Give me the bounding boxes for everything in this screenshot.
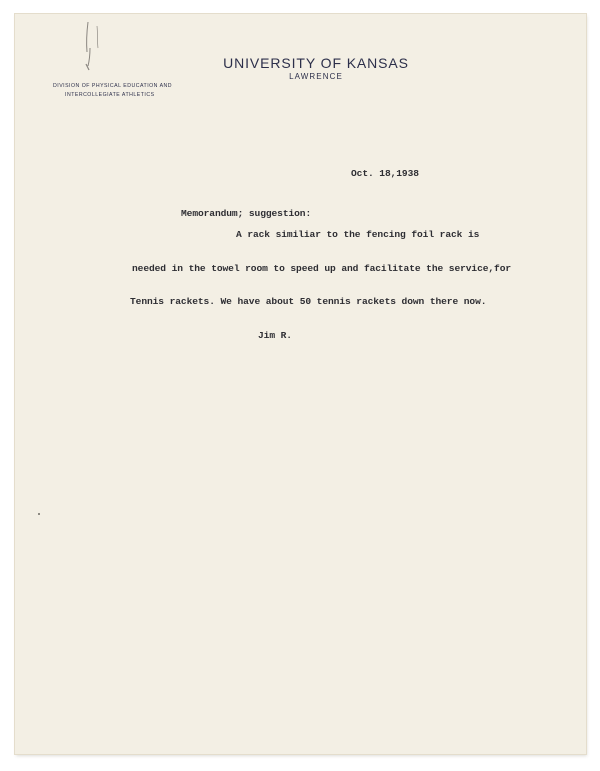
memo-signature: Jim R. [258,330,292,341]
letterhead-city: LAWRENCE [289,72,343,81]
division-line-2: INTERCOLLEGIATE ATHLETICS [65,92,155,98]
letterhead-institution: UNIVERSITY OF KANSAS [223,55,409,71]
memo-body-line-3: Tennis rackets. We have about 50 tennis rackets down there now. [130,296,487,307]
memo-heading: Memorandum; suggestion: [181,208,312,219]
paper-speck [38,513,40,515]
memo-body-line-2: needed in the towel room to speed up and facilitate the service,for [132,263,512,274]
memo-body-line-1: A rack similiar to the fencing foil rack is [236,229,480,240]
letterhead-division [53,82,172,100]
memo-date: Oct. 18,1938 [351,168,419,179]
letter-page [15,14,586,754]
pencil-annotation-mark [70,18,120,78]
division-line-1: DIVISION OF PHYSICAL EDUCATION AND [53,83,173,89]
